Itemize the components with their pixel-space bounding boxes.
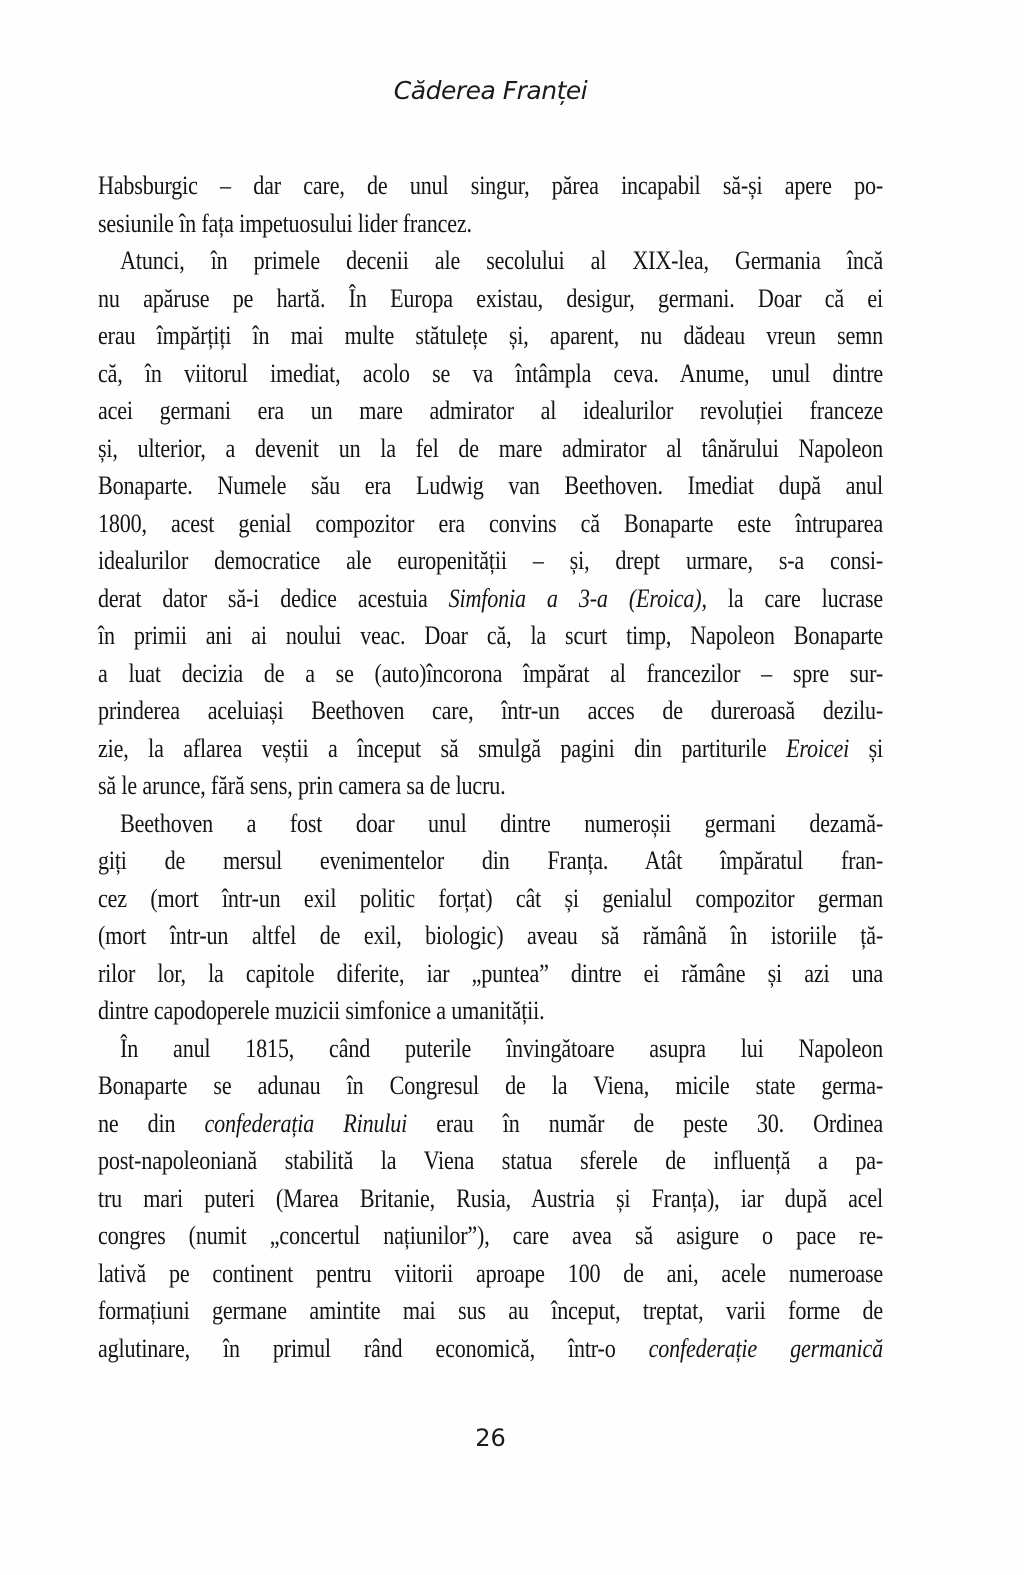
text-run: la care lucrase	[706, 583, 884, 613]
text-line	[98, 617, 883, 655]
text-run: idealurilor democratice ale europenității – și, drept urmare, s-a consi-	[98, 546, 884, 575]
text-line	[98, 392, 883, 430]
text-run: post-napoleoniană stabilită la Viena statua sferele de influență a pa-	[98, 1146, 884, 1175]
text-line	[98, 1067, 883, 1105]
text-line	[98, 1180, 883, 1218]
text-run: și	[849, 733, 884, 763]
text-line	[98, 1255, 883, 1293]
text-run: acei germani era un mare admirator al idealurilor revoluției franceze	[98, 396, 884, 425]
text-run: rilor lor, la capitole diferite, iar „puntea” dintre ei rămâne și azi una	[98, 958, 884, 988]
text-line	[98, 1030, 883, 1068]
text-run: Habsburgic – dar care, de unul singur, părea incapabil să-și apere po-	[98, 171, 884, 200]
text-run: Bonaparte se adunau în Congresul de la Viena, micile state germa-	[98, 1071, 884, 1100]
text-run: ne din	[98, 1108, 205, 1138]
running-header: Căderea Franței	[393, 76, 588, 105]
text-line	[98, 992, 883, 1030]
text-run: giți de mersul evenimentelor din Franța. Atât împăratul fran-	[98, 846, 884, 875]
text-run: zie, la aflarea veștii a început să smulgă pagini din partiturile	[98, 733, 787, 763]
text-run: 1800, acest genial compozitor era convins că Bonaparte este întruparea	[98, 508, 884, 538]
text-run: lativă pe continent pentru viitorii aproape 100 de ani, acele numeroase	[98, 1258, 884, 1288]
text-line	[98, 1330, 883, 1368]
italic-text-run: Simfonia a 3-a (Eroica),	[448, 583, 707, 613]
text-run: a luat decizia de a se (auto)încorona împărat al francezilor – spre sur-	[98, 658, 884, 688]
text-line	[98, 955, 883, 993]
text-run: în primii ani ai noului veac. Doar că, la scurt timp, Napoleon Bonaparte	[98, 621, 884, 650]
text-run: congres (numit „concertul națiunilor”), care avea să asigure o pace re-	[98, 1221, 884, 1250]
italic-text-run: confederația Rinului	[204, 1108, 408, 1138]
text-run: să le arunce, fără sens, prin camera sa de lucru.	[98, 771, 506, 800]
text-line	[98, 580, 883, 618]
text-run: În anul 1815, când puterile învingătoare asupra lui Napoleon	[120, 1033, 884, 1063]
text-run: formațiuni germane amintite mai sus au început, treptat, varii forme de	[98, 1296, 884, 1325]
text-run: Atunci, în primele decenii ale secolului al XIX-lea, Germania încă	[120, 246, 884, 275]
text-line	[98, 280, 883, 318]
text-run: Bonaparte. Numele său era Ludwig van Beethoven. Imediat după anul	[98, 471, 884, 500]
text-run: sesiunile în fața impetuosului lider francez.	[98, 208, 472, 238]
text-run: Beethoven a fost doar unul dintre numeroșii germani dezamă-	[120, 808, 884, 838]
text-run: că, în viitorul imediat, acolo se va întâmpla ceva. Anume, unul dintre	[98, 358, 884, 388]
text-line	[98, 805, 883, 843]
text-line	[98, 317, 883, 355]
text-run: dintre capodoperele muzicii simfonice a umanității.	[98, 996, 545, 1025]
text-line	[98, 842, 883, 880]
text-block	[98, 167, 883, 1367]
text-line	[98, 1142, 883, 1180]
text-run: erau împărțiți în mai multe stătulețe și, aparent, nu dădeau vreun semn	[98, 321, 884, 350]
text-run: și, ulterior, a devenit un la fel de mare admirator al tânărului Napoleon	[98, 433, 884, 463]
text-run: erau în număr de peste 30. Ordinea	[407, 1108, 884, 1138]
text-run: prinderea aceluiași Beethoven care, într-un acces de dureroasă dezilu-	[98, 696, 884, 725]
text-run: nu apăruse pe hartă. În Europa existau, desigur, germani. Doar că ei	[98, 283, 884, 313]
text-line	[98, 1217, 883, 1255]
text-line	[98, 242, 883, 280]
text-line	[98, 467, 883, 505]
text-run: (mort într-un altfel de exil, biologic) aveau să rămână în istoriile ță-	[98, 921, 884, 950]
text-line	[98, 542, 883, 580]
text-line	[98, 167, 883, 205]
italic-text-run: confederație germanică	[648, 1333, 884, 1363]
text-line	[98, 430, 883, 468]
text-run: cez (mort într-un exil politic forțat) cât și genialul compozitor german	[98, 883, 884, 913]
text-line	[98, 730, 883, 768]
text-run: aglutinare, în primul rând economică, într-o	[98, 1333, 649, 1363]
text-run: tru mari puteri (Marea Britanie, Rusia, Austria și Franța), iar după acel	[98, 1183, 884, 1213]
italic-text-run: Eroicei	[786, 733, 850, 763]
text-line	[98, 1105, 883, 1143]
text-line	[98, 205, 883, 243]
text-line	[98, 1292, 883, 1330]
text-line	[98, 655, 883, 693]
text-line	[98, 767, 883, 805]
text-line	[98, 917, 883, 955]
page-number: 26	[475, 1424, 506, 1452]
text-line	[98, 692, 883, 730]
text-line	[98, 505, 883, 543]
text-run: derat dator să-i dedice acestuia	[98, 583, 449, 613]
text-line	[98, 880, 883, 918]
text-line	[98, 355, 883, 393]
